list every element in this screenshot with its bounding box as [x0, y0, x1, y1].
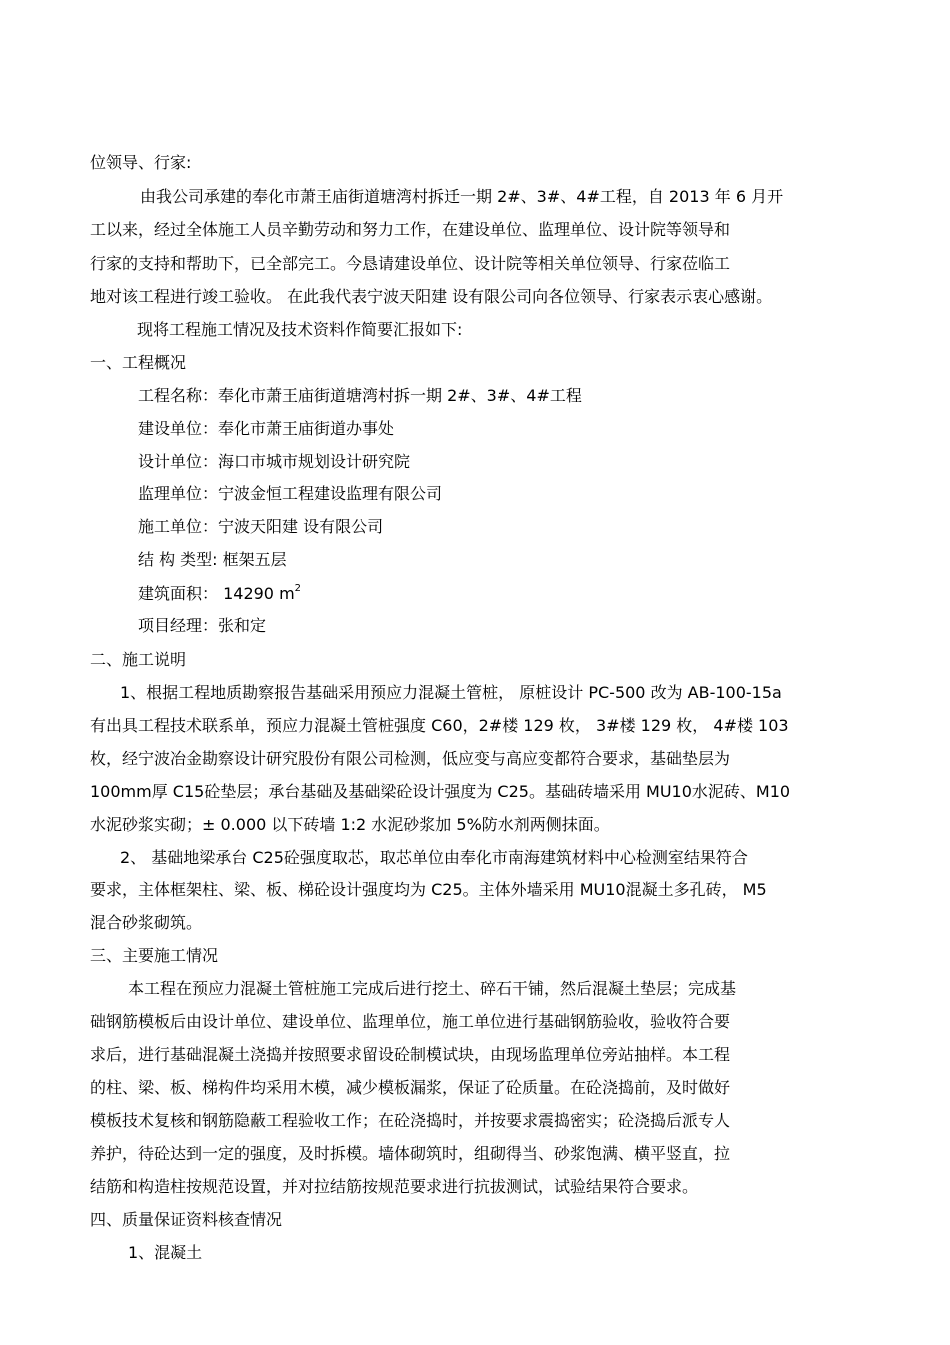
design-unit: 设计单位：海口市城市规划设计研究院 — [138, 452, 411, 471]
building-area — [138, 584, 301, 604]
notes-item1-line: 有出具工程技术联系单，预应力混凝土管桩强度 C60，2#楼 129 枚， 3#楼 129 枚， 4#楼 103 — [90, 716, 789, 735]
notes-item1-line: 水泥砂浆实砌；± 0.000 以下砖墙 1:2 水泥砂浆加 5%防水剂两侧抹面。 — [90, 815, 610, 834]
construction-paragraph-line: 的柱、梁、板、梯构件均采用木模，减少模板漏浆，保证了砼质量。在砼浇捣前，及时做好 — [90, 1078, 731, 1097]
construction-paragraph-line: 模板技术复核和钢筋隐蔽工程验收工作；在砼浇捣时，并按要求震捣密实；砼浇捣后派专人 — [90, 1111, 731, 1130]
salutation: 位领导、行家: — [90, 153, 192, 172]
construction-unit: 施工单位：宁波天阳建 设有限公司 — [138, 517, 384, 536]
notes-item2-line: 混合砂浆砌筑。 — [90, 913, 203, 932]
notes-item1-line: 枚，经宁波冶金勘察设计研究股份有限公司检测，低应变与高应变都符合要求，基础垫层为 — [90, 749, 731, 768]
section-heading-construction: 三、主要施工情况 — [90, 946, 219, 965]
supervision-unit: 监理单位：宁波金恒工程建设监理有限公司 — [138, 484, 443, 503]
building-area-text: 建筑面积： 14290 m — [138, 584, 295, 603]
project-name: 工程名称：奉化市萧王庙街道塘湾村拆一期 2#、3#、4#工程 — [138, 386, 582, 405]
construction-paragraph-line: 养护，待砼达到一定的强度，及时拆模。墙体砌筑时，组砌得当、砂浆饱满、横平竖直，拉 — [90, 1144, 731, 1163]
construction-paragraph-line: 础钢筋模板后由设计单位、建设单位、监理单位，施工单位进行基础钢筋验收，验收符合要 — [90, 1012, 731, 1031]
intro-paragraph-line: 行家的支持和帮助下，已全部完工。今恳请建设单位、设计院等相关单位领导、行家莅临工 — [90, 254, 731, 273]
section-heading-quality: 四、质量保证资料核查情况 — [90, 1210, 283, 1229]
construction-paragraph-line: 本工程在预应力混凝土管桩施工完成后进行挖土、碎石干铺，然后混凝土垫层；完成基 — [128, 979, 737, 998]
intro-paragraph-line: 工以来，经过全体施工人员辛勤劳动和努力工作，在建设单位、监理单位、设计院等领导和 — [90, 220, 731, 239]
construction-paragraph-line: 求后，进行基础混凝土浇捣并按照要求留设砼制模试块，由现场监理单位旁站抽样。本工程 — [90, 1045, 731, 1064]
notes-item1-line: 100mm厚 C15砼垫层；承台基础及基础梁砼设计强度为 C25。基础砖墙采用 MU10水泥砖、M10 — [90, 782, 791, 801]
structure-type: 结 构 类型: 框架五层 — [138, 550, 287, 569]
intro-paragraph-line: 由我公司承建的奉化市萧王庙街道塘湾村拆迁一期 2#、3#、4#工程，自 2013 年 6 月开 — [140, 187, 784, 206]
intro-paragraph-line: 地对该工程进行竣工验收。 在此我代表宁波天阳建 设有限公司向各位领导、行家表示衷心感谢。 — [90, 287, 773, 306]
construction-paragraph-line: 结筋和构造柱按规范设置，并对拉结筋按规范要求进行抗拔测试，试验结果符合要求。 — [90, 1177, 699, 1196]
intro-summary: 现将工程施工情况及技术资料作简要汇报如下: — [137, 320, 463, 339]
section-heading-overview: 一、工程概况 — [90, 353, 187, 372]
owner-unit: 建设单位：奉化市萧王庙街道办事处 — [138, 419, 395, 438]
project-manager: 项目经理：张和定 — [138, 616, 267, 635]
area-unit-superscript: 2 — [294, 583, 302, 594]
quality-item-concrete: 1、混凝土 — [128, 1243, 203, 1262]
notes-item1-line: 1、根据工程地质勘察报告基础采用预应力混凝土管桩， 原桩设计 PC-500 改为 AB-100-15a — [120, 683, 782, 702]
notes-item2-line: 要求，主体框架柱、梁、板、梯砼设计强度均为 C25。主体外墙采用 MU10混凝土多孔砖， M5 — [90, 880, 767, 899]
section-heading-notes: 二、施工说明 — [90, 650, 187, 669]
notes-item2-line: 2、 基础地梁承台 C25砼强度取芯，取芯单位由奉化市南海建筑材料中心检测室结果符合 — [120, 848, 748, 867]
